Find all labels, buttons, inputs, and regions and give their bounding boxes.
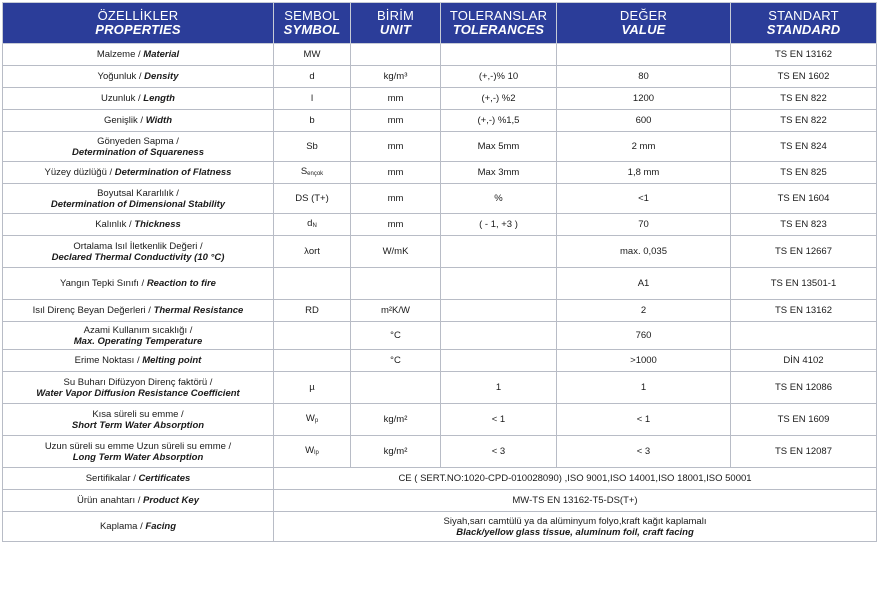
- table-row: [3, 214, 877, 236]
- property-label-en: Product Key: [143, 495, 199, 506]
- unit-cell: °C: [351, 350, 441, 372]
- property-cell: [3, 184, 274, 214]
- tolerance-cell: [441, 350, 557, 372]
- value-cell: 2 mm: [557, 132, 731, 162]
- tolerance-cell: (+,-) %1,5: [441, 110, 557, 132]
- property-cell: [3, 490, 274, 512]
- property-label-tr: Ortalama Isıl İletkenlik Değeri /: [73, 240, 203, 252]
- table-row: [3, 88, 877, 110]
- symbol-cell: [274, 436, 351, 468]
- table-row: [3, 350, 877, 372]
- property-label-en: Certificates: [138, 473, 191, 484]
- standard-cell: TS EN 13162: [731, 44, 877, 66]
- table-row: [3, 236, 877, 268]
- property-cell: [3, 132, 274, 162]
- value-cell: 1,8 mm: [557, 162, 731, 184]
- property-cell: [3, 322, 274, 350]
- property-label-tr: Isıl Direnç Beyan Değerleri /: [32, 305, 154, 316]
- property-cell: [3, 236, 274, 268]
- property-cell: [3, 66, 274, 88]
- tolerance-cell: %: [441, 184, 557, 214]
- standard-cell: TS EN 1609: [731, 404, 877, 436]
- unit-cell: W/mK: [351, 236, 441, 268]
- standard-cell: DİN 4102: [731, 350, 877, 372]
- value-cell: 80: [557, 66, 731, 88]
- table-row: [3, 322, 877, 350]
- property-cell: [3, 88, 274, 110]
- unit-cell: kg/m²: [351, 404, 441, 436]
- properties-table: [2, 2, 877, 542]
- symbol-text: d: [309, 71, 315, 82]
- value-cell: 2: [557, 300, 731, 322]
- symbol-cell: [274, 214, 351, 236]
- symbol-cell: [274, 88, 351, 110]
- property-cell: [3, 214, 274, 236]
- symbol-subscript: ençok: [307, 170, 324, 177]
- property-label-tr: Kısa süreli su emme /: [92, 408, 184, 420]
- symbol-cell: [274, 300, 351, 322]
- property-label-tr: Yangın Tepki Sınıfı /: [60, 278, 147, 289]
- standard-cell: TS EN 12086: [731, 372, 877, 404]
- property-label-tr: Uzunluk /: [101, 93, 144, 104]
- tolerance-cell: < 1: [441, 404, 557, 436]
- header-value: DEĞER VALUE: [557, 3, 731, 44]
- value-cell: [557, 44, 731, 66]
- table-row: [3, 162, 877, 184]
- symbol-cell: [274, 404, 351, 436]
- symbol-text: S: [300, 165, 308, 177]
- symbol-text: λort: [304, 246, 320, 257]
- value-cell: >1000: [557, 350, 731, 372]
- tolerance-cell: Max 3mm: [441, 162, 557, 184]
- unit-cell: mm: [351, 88, 441, 110]
- unit-cell: [351, 268, 441, 300]
- header-properties: ÖZELLİKLER PROPERTIES: [3, 3, 274, 44]
- symbol-cell: [274, 268, 351, 300]
- value-cell: 760: [557, 322, 731, 350]
- property-cell: [3, 300, 274, 322]
- standard-cell: TS EN 825: [731, 162, 877, 184]
- table-row: [3, 372, 877, 404]
- tolerance-cell: ( - 1, +3 ): [441, 214, 557, 236]
- property-label-tr: Yüzey düzlüğü /: [44, 167, 115, 178]
- property-cell: [3, 404, 274, 436]
- standard-cell: TS EN 13162: [731, 300, 877, 322]
- property-label-tr: Gönyeden Sapma /: [97, 135, 179, 147]
- standard-cell: TS EN 824: [731, 132, 877, 162]
- property-label-en: Determination of Flatness: [114, 167, 232, 178]
- header-standard: STANDART STANDARD: [731, 3, 877, 44]
- standard-cell: TS EN 12667: [731, 236, 877, 268]
- table-row: [3, 300, 877, 322]
- header-row: [3, 3, 877, 44]
- header-tolerances: TOLERANSLAR TOLERANCES: [441, 3, 557, 44]
- value-cell: < 1: [557, 404, 731, 436]
- property-label-tr: Ürün anahtarı /: [77, 495, 144, 506]
- header-unit: BİRİM UNIT: [351, 3, 441, 44]
- header-symbol: SEMBOL SYMBOL: [274, 3, 351, 44]
- property-label-en: Long Term Water Absorption: [72, 451, 204, 463]
- unit-cell: mm: [351, 184, 441, 214]
- symbol-subscript: p: [314, 417, 319, 424]
- standard-cell: TS EN 1604: [731, 184, 877, 214]
- tolerance-cell: 1: [441, 372, 557, 404]
- value-cell: A1: [557, 268, 731, 300]
- property-cell: [3, 372, 274, 404]
- symbol-cell: [274, 350, 351, 372]
- symbol-text: MW: [303, 49, 321, 60]
- unit-cell: kg/m²: [351, 436, 441, 468]
- property-label-en: Width: [145, 115, 172, 126]
- table-row: [3, 436, 877, 468]
- tolerance-cell: < 3: [441, 436, 557, 468]
- symbol-cell: [274, 162, 351, 184]
- property-label-en: Melting point: [142, 355, 202, 366]
- wide-value-cell: [274, 490, 877, 512]
- property-label-en: Short Term Water Absorption: [71, 419, 205, 431]
- table-row-wide: [3, 468, 877, 490]
- symbol-cell: [274, 44, 351, 66]
- unit-cell: °C: [351, 322, 441, 350]
- value-cell: < 3: [557, 436, 731, 468]
- property-label-tr: Erime Noktası /: [74, 355, 143, 366]
- symbol-cell: [274, 184, 351, 214]
- wide-value-text: CE ( SERT.NO:1020-CPD-010028090) ,ISO 9001,ISO 14001,ISO 18001,ISO 50001: [398, 473, 752, 484]
- standard-cell: TS EN 13501-1: [731, 268, 877, 300]
- symbol-text: Sb: [306, 141, 318, 152]
- symbol-text: DS (T+): [295, 193, 329, 204]
- unit-cell: mm: [351, 214, 441, 236]
- symbol-text: W: [305, 444, 315, 456]
- property-label-tr: Su Buharı Difüzyon Direnç faktörü /: [63, 376, 213, 388]
- property-label-tr: Uzun süreli su emme Uzun süreli su emme /: [44, 440, 232, 452]
- property-cell: [3, 436, 274, 468]
- symbol-cell: [274, 372, 351, 404]
- wide-value-cell: [274, 512, 877, 542]
- symbol-cell: [274, 322, 351, 350]
- table-row: [3, 184, 877, 214]
- symbol-text: d: [307, 217, 313, 229]
- standard-cell: TS EN 12087: [731, 436, 877, 468]
- tolerance-cell: Max 5mm: [441, 132, 557, 162]
- tolerance-cell: [441, 44, 557, 66]
- value-cell: 1200: [557, 88, 731, 110]
- tolerance-cell: [441, 300, 557, 322]
- standard-cell: TS EN 822: [731, 88, 877, 110]
- unit-cell: [351, 44, 441, 66]
- property-label-tr: Azami Kullanım sıcaklığı /: [83, 324, 193, 336]
- property-label-en: Thermal Resistance: [153, 305, 244, 316]
- symbol-cell: [274, 132, 351, 162]
- unit-cell: mm: [351, 132, 441, 162]
- table-row: [3, 44, 877, 66]
- property-label-en: Declared Thermal Conductivity (10 °C): [51, 251, 225, 263]
- property-label-en: Max. Operating Temperature: [73, 335, 203, 347]
- unit-cell: mm: [351, 162, 441, 184]
- property-cell: [3, 468, 274, 490]
- property-label-tr: Boyutsal Kararlılık /: [97, 187, 179, 199]
- table-row-wide: [3, 512, 877, 542]
- property-label-en: Thickness: [134, 219, 181, 230]
- property-label-tr: Malzeme /: [96, 49, 144, 60]
- property-cell: [3, 512, 274, 542]
- property-label-en: Density: [144, 71, 179, 82]
- property-label-en: Facing: [145, 521, 177, 532]
- property-label-tr: Sertifikalar /: [85, 473, 139, 484]
- property-label-en: Determination of Dimensional Stability: [50, 198, 226, 210]
- table-row: [3, 110, 877, 132]
- property-label-en: Length: [143, 93, 175, 104]
- unit-cell: mm: [351, 110, 441, 132]
- table-row: [3, 268, 877, 300]
- standard-cell: TS EN 1602: [731, 66, 877, 88]
- property-label-tr: Kaplama /: [99, 521, 146, 532]
- table-row-wide: [3, 490, 877, 512]
- property-cell: [3, 44, 274, 66]
- symbol-text: W: [305, 412, 315, 424]
- property-label-tr: Genişlik /: [103, 115, 146, 126]
- property-cell: [3, 162, 274, 184]
- tolerance-cell: [441, 322, 557, 350]
- symbol-cell: [274, 236, 351, 268]
- unit-cell: [351, 372, 441, 404]
- wide-value-text-en: Black/yellow glass tissue, aluminum foil, craft facing: [456, 526, 694, 538]
- property-cell: [3, 350, 274, 372]
- symbol-text: b: [309, 115, 315, 126]
- property-label-tr: Kalınlık /: [95, 219, 135, 230]
- property-label-tr: Yoğunluk /: [97, 71, 145, 82]
- value-cell: 70: [557, 214, 731, 236]
- table-row: [3, 66, 877, 88]
- unit-cell: m²K/W: [351, 300, 441, 322]
- wide-value-cell: [274, 468, 877, 490]
- unit-cell: kg/m³: [351, 66, 441, 88]
- tolerance-cell: (+,-) %2: [441, 88, 557, 110]
- value-cell: 600: [557, 110, 731, 132]
- property-cell: [3, 268, 274, 300]
- value-cell: 1: [557, 372, 731, 404]
- wide-value-text: Siyah,sarı camtülü ya da alüminyum folyo,kraft kağıt kaplamalı: [443, 515, 707, 527]
- property-label-en: Water Vapor Diffusion Resistance Coefficient: [36, 387, 240, 399]
- property-label-en: Reaction to fire: [146, 278, 216, 289]
- tolerance-cell: (+,-)% 10: [441, 66, 557, 88]
- value-cell: <1: [557, 184, 731, 214]
- standard-cell: [731, 322, 877, 350]
- standard-cell: TS EN 822: [731, 110, 877, 132]
- tolerance-cell: [441, 236, 557, 268]
- property-label-en: Determination of Squareness: [72, 146, 204, 158]
- table-row: [3, 404, 877, 436]
- standard-cell: TS EN 823: [731, 214, 877, 236]
- symbol-text: l: [310, 93, 314, 104]
- property-cell: [3, 110, 274, 132]
- symbol-subscript: N: [312, 222, 317, 229]
- value-cell: max. 0,035: [557, 236, 731, 268]
- wide-value-text: MW-TS EN 13162-T5-DS(T+): [512, 495, 638, 506]
- tolerance-cell: [441, 268, 557, 300]
- property-label-en: Material: [143, 49, 180, 60]
- symbol-subscript: lp: [314, 449, 319, 456]
- symbol-text: µ: [309, 382, 315, 393]
- table-row: [3, 132, 877, 162]
- symbol-cell: [274, 110, 351, 132]
- symbol-text: RD: [305, 305, 319, 316]
- symbol-cell: [274, 66, 351, 88]
